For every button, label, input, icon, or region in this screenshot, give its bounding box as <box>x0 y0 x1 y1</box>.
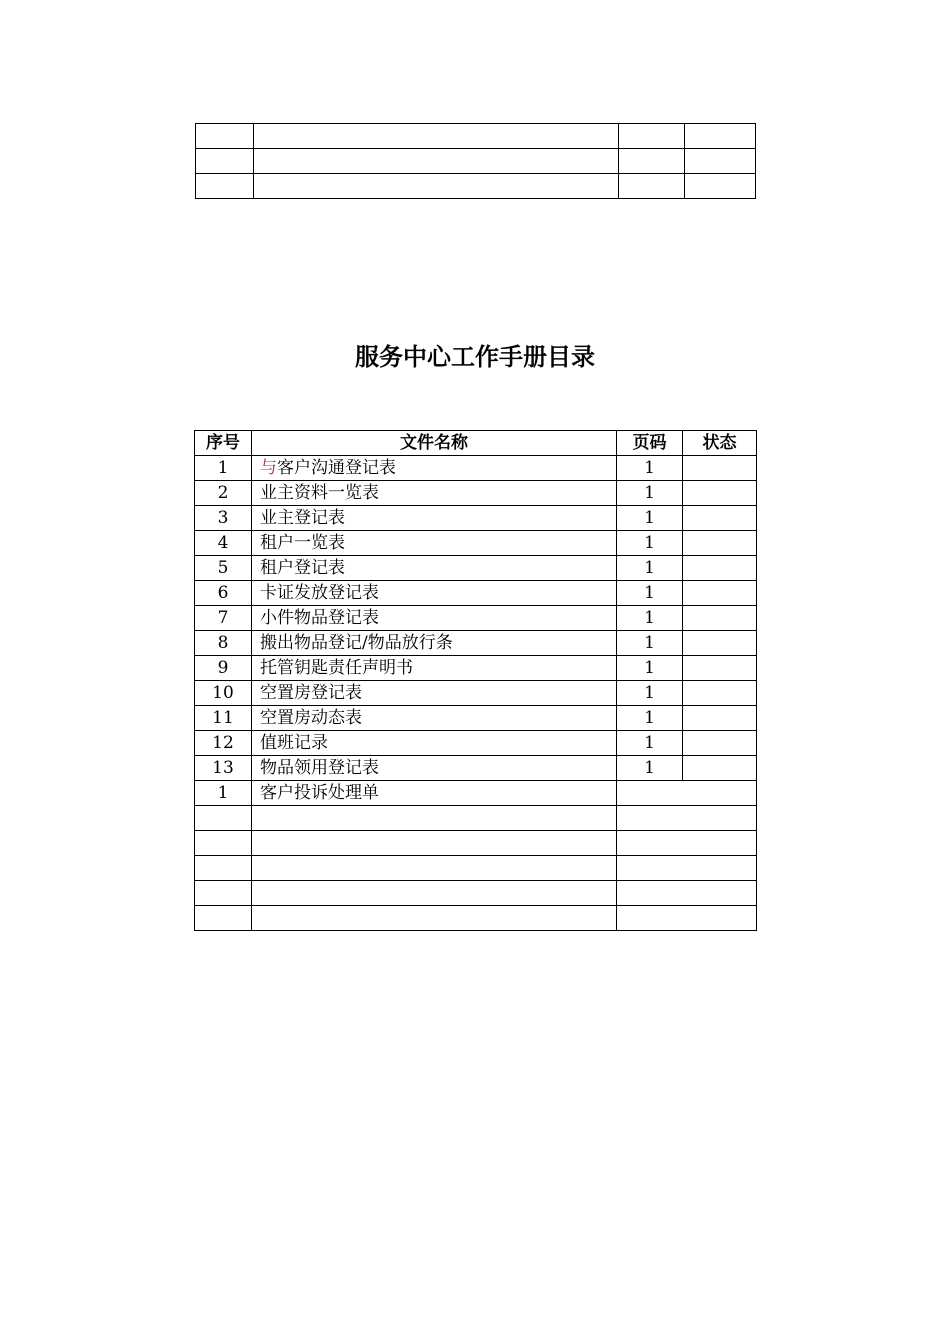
table-row <box>195 831 757 856</box>
row-status <box>683 606 757 631</box>
row-name: 空置房动态表 <box>252 706 617 731</box>
header-page: 页码 <box>617 431 683 456</box>
row-status <box>683 656 757 681</box>
table-cell <box>619 174 685 199</box>
table-row <box>195 781 757 806</box>
row-page: 1 <box>617 681 683 706</box>
row-no <box>195 906 252 931</box>
table-cell <box>619 149 685 174</box>
row-status <box>683 481 757 506</box>
table-cell <box>254 174 619 199</box>
row-name <box>252 831 617 856</box>
table-cell <box>254 124 619 149</box>
table-row <box>195 606 757 631</box>
row-status <box>683 681 757 706</box>
row-no <box>195 881 252 906</box>
row-name: 空置房登记表 <box>252 681 617 706</box>
table-row <box>195 506 757 531</box>
row-name: 业主资料一览表 <box>252 481 617 506</box>
table-row <box>195 481 757 506</box>
row-page: 1 <box>617 531 683 556</box>
row-no: 1 <box>195 456 252 481</box>
table-row <box>195 456 757 481</box>
row-status <box>683 631 757 656</box>
table-cell <box>196 124 254 149</box>
row-merged-cell <box>617 781 757 806</box>
row-status <box>683 731 757 756</box>
table-row <box>195 731 757 756</box>
row-no: 2 <box>195 481 252 506</box>
table-cell <box>685 124 756 149</box>
contents-table <box>194 430 757 931</box>
row-page: 1 <box>617 756 683 781</box>
table-row <box>195 656 757 681</box>
header-name: 文件名称 <box>252 431 617 456</box>
row-name: 小件物品登记表 <box>252 606 617 631</box>
row-status <box>683 706 757 731</box>
table-row <box>196 149 756 174</box>
row-name <box>252 856 617 881</box>
table-row <box>195 581 757 606</box>
table-row <box>196 174 756 199</box>
row-no: 11 <box>195 706 252 731</box>
row-page: 1 <box>617 481 683 506</box>
row-status <box>683 531 757 556</box>
table-cell <box>685 174 756 199</box>
table-row <box>195 706 757 731</box>
row-page: 1 <box>617 606 683 631</box>
row-name: 租户登记表 <box>252 556 617 581</box>
row-name: 搬出物品登记/物品放行条 <box>252 631 617 656</box>
row-status <box>683 506 757 531</box>
row-name <box>252 906 617 931</box>
table-row <box>195 881 757 906</box>
row-status <box>683 456 757 481</box>
row-name: 值班记录 <box>252 731 617 756</box>
row-name: 托管钥匙责任声明书 <box>252 656 617 681</box>
row-page: 1 <box>617 581 683 606</box>
row-no: 3 <box>195 506 252 531</box>
row-no: 4 <box>195 531 252 556</box>
row-name <box>252 806 617 831</box>
row-no: 7 <box>195 606 252 631</box>
row-name <box>252 881 617 906</box>
row-name: 业主登记表 <box>252 506 617 531</box>
row-name-prefix: 与 <box>260 458 277 478</box>
row-no: 1 <box>195 781 252 806</box>
table-row <box>195 631 757 656</box>
table-header-row <box>195 431 757 456</box>
table-cell <box>254 149 619 174</box>
table-row <box>195 556 757 581</box>
header-no: 序号 <box>195 431 252 456</box>
row-merged-cell <box>617 806 757 831</box>
row-no: 8 <box>195 631 252 656</box>
row-page: 1 <box>617 656 683 681</box>
table-row <box>195 856 757 881</box>
row-merged-cell <box>617 906 757 931</box>
row-name-text: 客户沟通登记表 <box>277 458 396 478</box>
row-page: 1 <box>617 556 683 581</box>
row-no: 9 <box>195 656 252 681</box>
table-cell <box>685 149 756 174</box>
header-status: 状态 <box>683 431 757 456</box>
row-page: 1 <box>617 706 683 731</box>
row-merged-cell <box>617 881 757 906</box>
table-row <box>195 906 757 931</box>
row-name: 客户投诉处理单 <box>252 781 617 806</box>
top-fragment-table <box>195 123 756 199</box>
row-status <box>683 581 757 606</box>
row-name: 物品领用登记表 <box>252 756 617 781</box>
row-name: 卡证发放登记表 <box>252 581 617 606</box>
table-cell <box>196 174 254 199</box>
row-page: 1 <box>617 631 683 656</box>
row-page: 1 <box>617 506 683 531</box>
row-no: 10 <box>195 681 252 706</box>
row-page: 1 <box>617 456 683 481</box>
table-row <box>195 681 757 706</box>
table-row <box>196 124 756 149</box>
row-status <box>683 556 757 581</box>
table-row <box>195 806 757 831</box>
row-no: 13 <box>195 756 252 781</box>
row-no: 6 <box>195 581 252 606</box>
row-merged-cell <box>617 856 757 881</box>
row-no: 12 <box>195 731 252 756</box>
row-no <box>195 806 252 831</box>
row-no: 5 <box>195 556 252 581</box>
row-name: 租户一览表 <box>252 531 617 556</box>
row-merged-cell <box>617 831 757 856</box>
row-status <box>683 756 757 781</box>
row-page: 1 <box>617 731 683 756</box>
table-row <box>195 756 757 781</box>
row-no <box>195 831 252 856</box>
row-no <box>195 856 252 881</box>
page-title: 服务中心工作手册目录 <box>355 343 595 371</box>
table-cell <box>619 124 685 149</box>
table-cell <box>196 149 254 174</box>
table-row <box>195 531 757 556</box>
row-name <box>252 456 617 481</box>
